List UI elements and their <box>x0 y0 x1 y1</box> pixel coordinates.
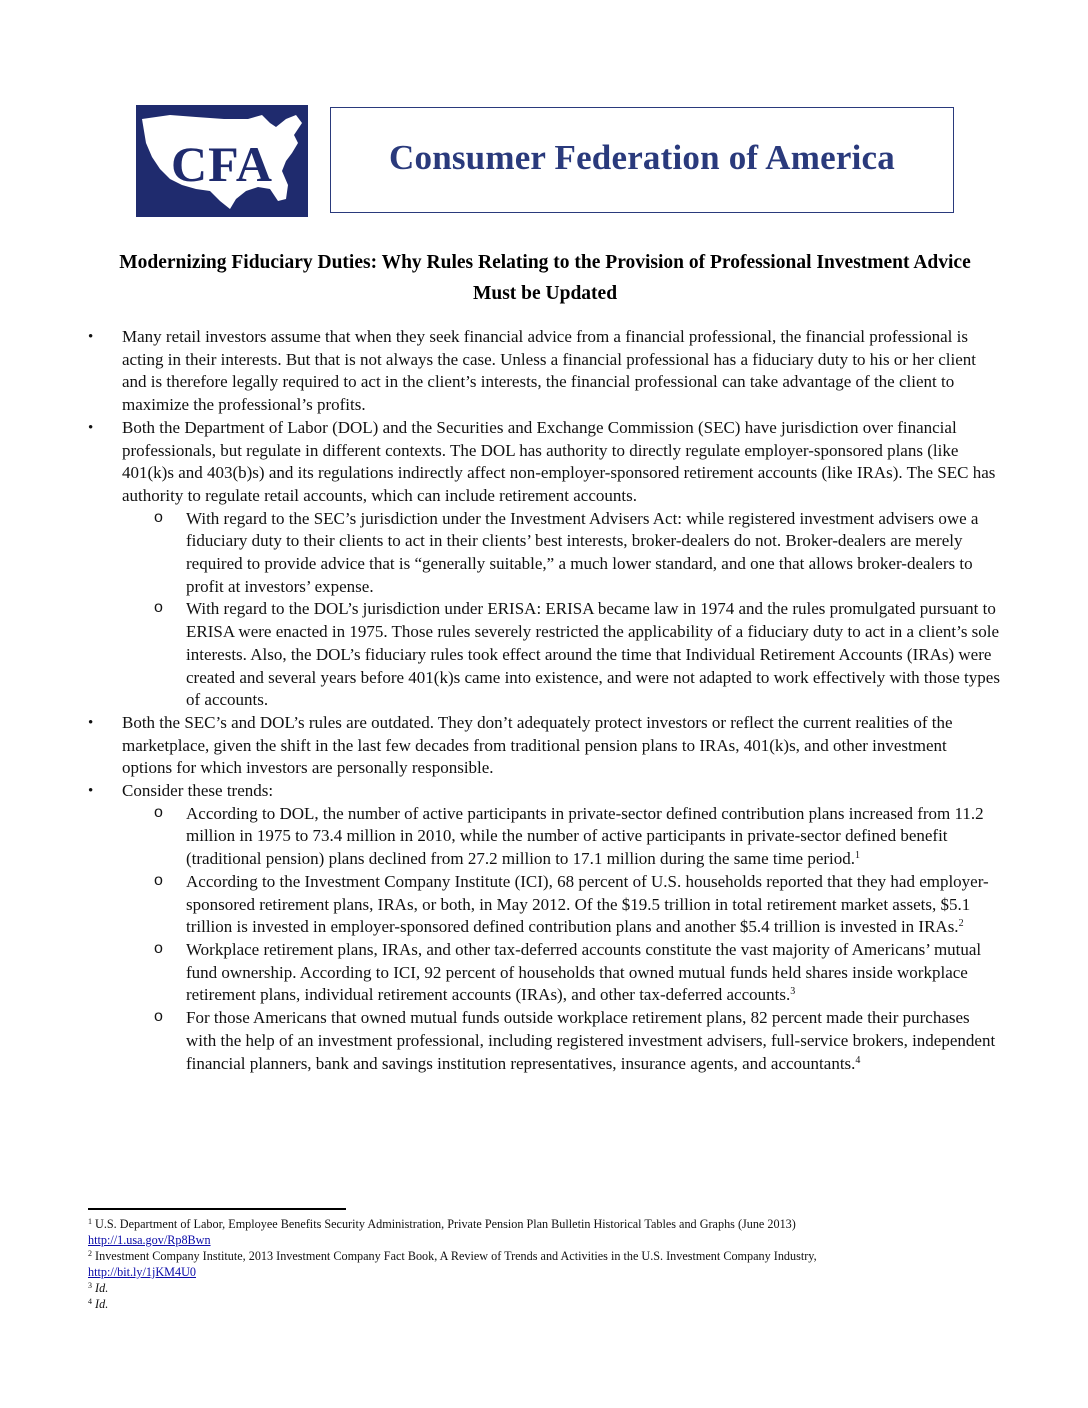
paragraph: Consider these trends: <box>122 781 274 801</box>
footnote-4 <box>88 1296 988 1312</box>
footnote-number: 3 <box>88 1281 92 1290</box>
footnote-number: 1 <box>88 1217 92 1226</box>
list-item <box>84 326 1000 417</box>
sub-bullet-icon: o <box>154 508 163 526</box>
letterhead <box>136 105 956 217</box>
cfa-logo <box>136 105 308 217</box>
footnote-2 <box>88 1248 988 1280</box>
bullet-icon: • <box>88 714 94 731</box>
document-title: Modernizing Fiduciary Duties: Why Rules Relating to the Provision of Professional Investment Advice Must be Updated <box>119 252 971 304</box>
list-item <box>84 803 1000 871</box>
list-item <box>84 598 1000 712</box>
footnote-ref: 1 <box>855 850 861 862</box>
paragraph: Both the Department of Labor (DOL) and the Securities and Exchange Commission (SEC) have jurisdiction over financial professionals, but regulate in different contexts. The DOL has authority to directly regulate employer-sponsored plans (like 401(k)s and 403(b)s) and its regulations indirectly affect non-employer-sponsored retirement accounts (like IRAs). The SEC has authority to regulate retail accounts, which can include retirement accounts. <box>122 417 996 505</box>
paragraph: Both the SEC’s and DOL’s rules are outdated. They don’t adequately protect investors or reflect the current realities of the marketplace, given the shift in the last few decades from traditional pension plans to IRAs, 401(k)s, and other investment options for which investors are personally responsible. <box>122 712 953 778</box>
footnote-ref: 2 <box>958 918 964 930</box>
list-item <box>84 417 1000 712</box>
sub-bullet-icon: o <box>154 599 163 617</box>
bullet-icon: • <box>88 419 94 436</box>
paragraph: With regard to the DOL’s jurisdiction under ERISA: ERISA became law in 1974 and the rules promulgated pursuant to ERISA were enacted in 1975. Those rules severely restricted the applicability of a fiduciary duty to act in a client’s sole interests. Also, the DOL’s fiduciary rules took effect around the time that Individual Retirement Accounts (IRAs) were created and several years before 401(k)s came into existence, and were not adapted to work effectively with those types of accounts. <box>186 599 1000 710</box>
bullet-icon: • <box>88 329 94 345</box>
sub-bullet-icon: o <box>154 1008 163 1026</box>
list-item <box>84 508 1000 599</box>
paragraph: For those Americans that owned mutual funds outside workplace retirement plans, 82 percent made their purchases with the help of an investment professional, including registered investment advisers, full-service brokers, independent financial planners, bank and savings institution representatives, insurance agents, and accountants. <box>186 1008 996 1073</box>
sub-bullet-icon: o <box>154 871 163 889</box>
logo-text: CFA <box>170 136 274 192</box>
list-item <box>84 939 1000 1007</box>
paragraph: Workplace retirement plans, IRAs, and other tax-deferred accounts constitute the vast majority of Americans’ mutual fund ownership. According to ICI, 92 percent of households that owned mutual funds held shares inside workplace retirement plans, individual retirement accounts (IRAs), and other tax-deferred accounts. <box>186 939 982 1005</box>
list-item <box>84 1007 1000 1075</box>
paragraph: According to DOL, the number of active participants in private-sector defined contribution plans increased from 11.2 million in 1975 to 73.4 million in 2010, while the number of active participants in private-sector defined benefit (traditional pension) plans declined from 27.2 million to 17.1 million during the same time period. <box>186 803 984 869</box>
footnote-number: 4 <box>88 1297 92 1306</box>
sub-bullet-list <box>122 803 1000 1075</box>
paragraph: According to the Investment Company Institute (ICI), 68 percent of U.S. households reported that they had employer-sponsored retirement plans, IRAs, or both, in May 2012. Of the $19.5 trillion in total retirement market assets, $5.1 trillion is invested in employer-sponsored defined contribution plans and another $5.4 trillion is invested in IRAs. <box>186 871 989 937</box>
paragraph: With regard to the SEC’s jurisdiction under the Investment Advisers Act: while registered investment advisers owe a fiduciary duty to their clients to act in their clients’ best interests, broker-dealers do not. Broker-dealers are merely required to provide advice that is “generally suitable,” a much lower standard, and one that allows broker-dealers to profit at investors’ expense. <box>186 508 979 596</box>
sub-bullet-icon: o <box>154 939 163 957</box>
list-item <box>84 780 1000 1075</box>
list-item <box>84 712 1000 780</box>
footnote-2-link[interactable]: http://bit.ly/1jKM4U0 <box>88 1265 197 1279</box>
sub-bullet-icon: o <box>154 803 163 821</box>
org-name-box <box>330 107 954 213</box>
org-name: Consumer Federation of America <box>389 138 895 177</box>
footnote-divider <box>88 1208 346 1210</box>
footnote-ref: 3 <box>790 986 796 998</box>
list-item <box>84 871 1000 939</box>
footnote-text: U.S. Department of Labor, Employee Benefits Security Administration, Private Pension Plan Bulletin Historical Tables and Graphs (June 2013) <box>92 1217 796 1231</box>
footnote-1-link[interactable]: http://1.usa.gov/Rp8Bwn <box>88 1233 211 1247</box>
footnote-1 <box>88 1216 988 1248</box>
main-bullet-list <box>84 326 1000 1075</box>
footnotes <box>88 1216 988 1312</box>
footnote-ref: 4 <box>855 1054 861 1066</box>
footnote-text: Investment Company Institute, 2013 Investment Company Fact Book, A Review of Trends and Activities in the U.S. Investment Company Industry, <box>92 1249 817 1263</box>
footnote-text: Id. <box>95 1297 109 1311</box>
bullet-icon: • <box>88 783 94 800</box>
document-body <box>84 326 1000 1075</box>
sub-bullet-list <box>122 508 1000 712</box>
footnote-3 <box>88 1280 988 1296</box>
paragraph: Many retail investors assume that when they seek financial advice from a financial professional, the financial professional is acting in their interests. But that is not always the case. Unless a financial professional has a fiduciary duty to his or her client and is therefore legally required to act in the client’s interests, the financial professional can take advantage of the client to maximize the professional’s profits. <box>122 327 977 415</box>
footnote-number: 2 <box>88 1249 92 1258</box>
footnote-text: Id. <box>95 1281 109 1295</box>
